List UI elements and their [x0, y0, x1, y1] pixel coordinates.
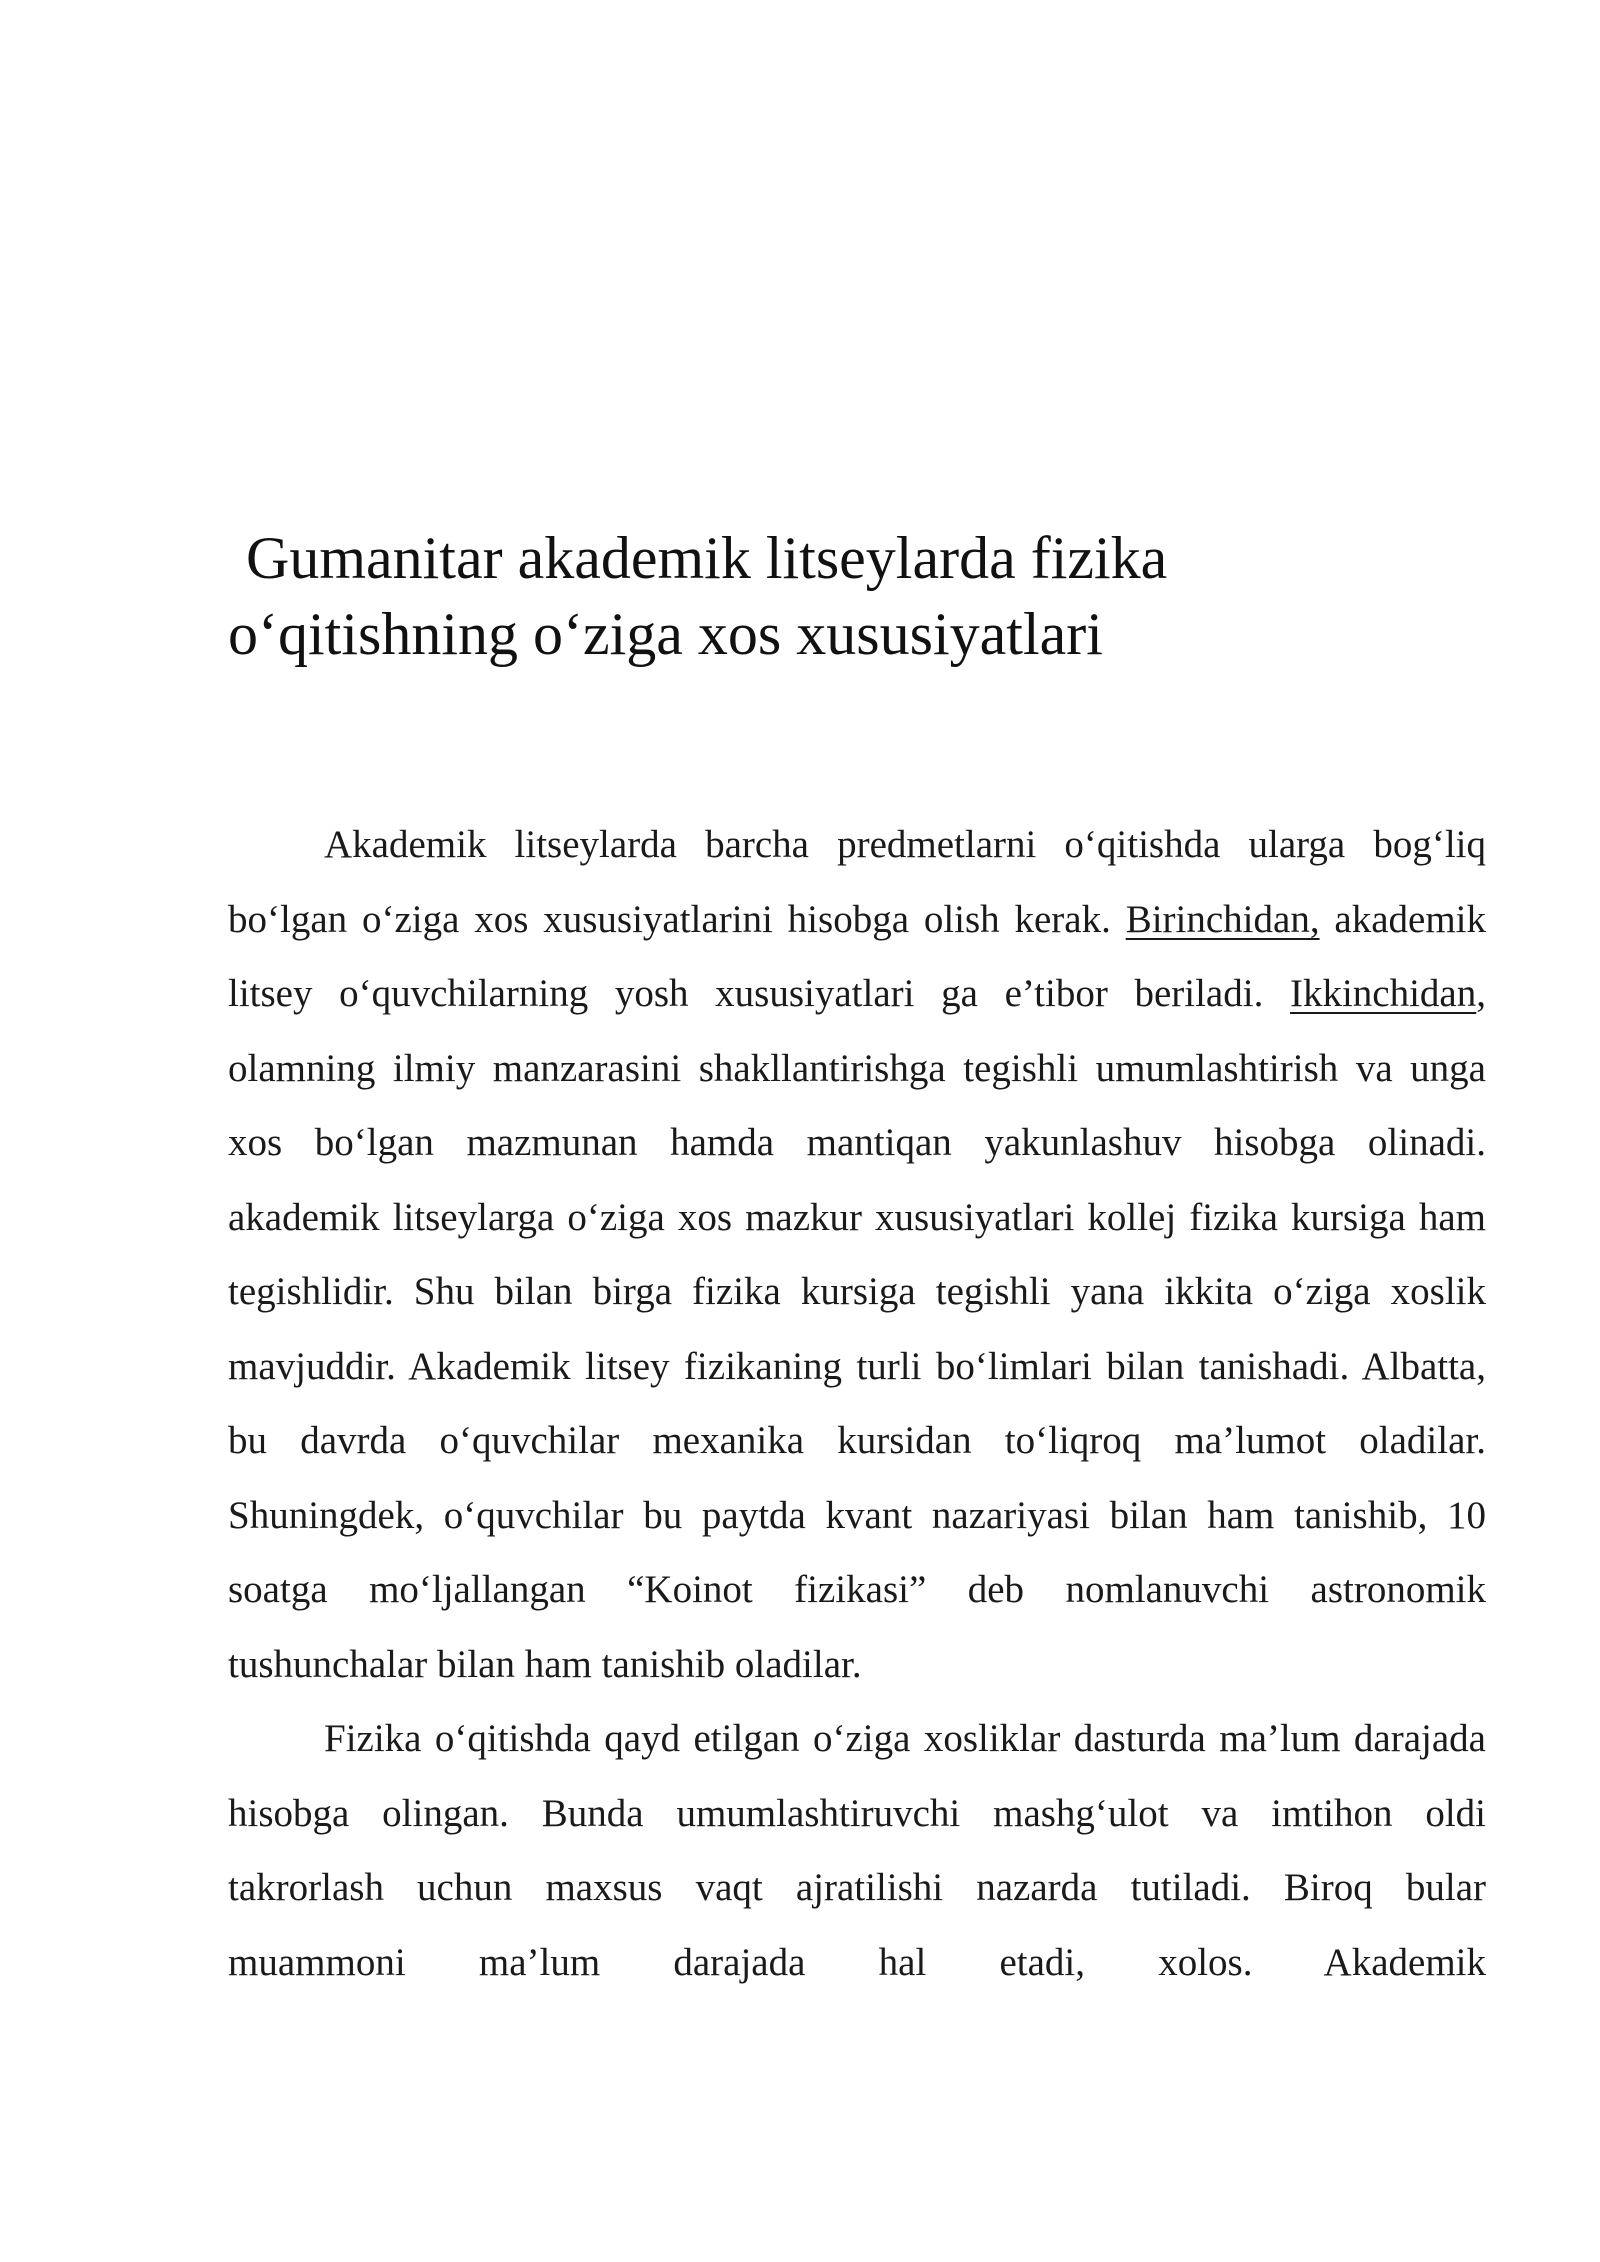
title-line-2: o‘qitishning o‘ziga xos xususiyatlari [228, 601, 1103, 667]
paragraph-1 [228, 808, 1486, 1702]
document-body [228, 808, 1486, 2000]
emphasis-birinchidan: Birinchidan, [1125, 897, 1320, 941]
title-line-1: Gumanitar akademik litseylarda fizika [246, 525, 1168, 591]
paragraph-1-text-c: , olamning ilmiy manzarasini shakllantirishga tegishli umumlashtirish va unga xos bo‘lgan mazmunan hamda mantiqan yakunlashuv hisobga olinadi. akademik litseylarga o‘ziga xos mazkur xususiyatlari kollej fizika kursiga ham tegishlidir. Shu bilan birga fizika kursiga tegishli yana ikkita o‘ziga xoslik mavjuddir. Akademik litsey fizikaning turli bo‘limlari bilan tanishadi. Albatta, bu davrda o‘quvchilar mexanika kursidan to‘liqroq ma’lumot oladilar. Shuningdek, o‘quvchilar bu paytda kvant nazariyasi bilan ham tanishib, 10 soatga mo‘ljallangan “Koinot fizikasi” deb nomlanuvchi astronomik tushunchalar bilan ham tanishib oladilar. [228, 972, 1486, 1686]
emphasis-ikkinchidan: Ikkinchidan [1289, 972, 1477, 1015]
paragraph-2: Fizika o‘qitishda qayd etilgan o‘ziga xosliklar dasturda ma’lum darajada hisobga olingan. Bunda umumlashtiruvchi mashg‘ulot va imtihon oldi takrorlash uchun maxsus vaqt ajratilishi nazarda tutiladi. Biroq bular muammoni ma’lum darajada hal etadi, xolos. Akademik [228, 1717, 1486, 1984]
paragraph-1-text-b: akademik litsey o‘quvchilarning yosh xususiyatlari ga e’tibor beriladi. [228, 897, 1487, 1015]
document-title [228, 520, 1378, 672]
paragraph-1-text-a: Akademik litseylarda barcha predmetlarni o‘qitishda ularga bog‘liq bo‘lgan o‘ziga xos xususiyatlarini hisobga olish kerak. [228, 823, 1486, 941]
